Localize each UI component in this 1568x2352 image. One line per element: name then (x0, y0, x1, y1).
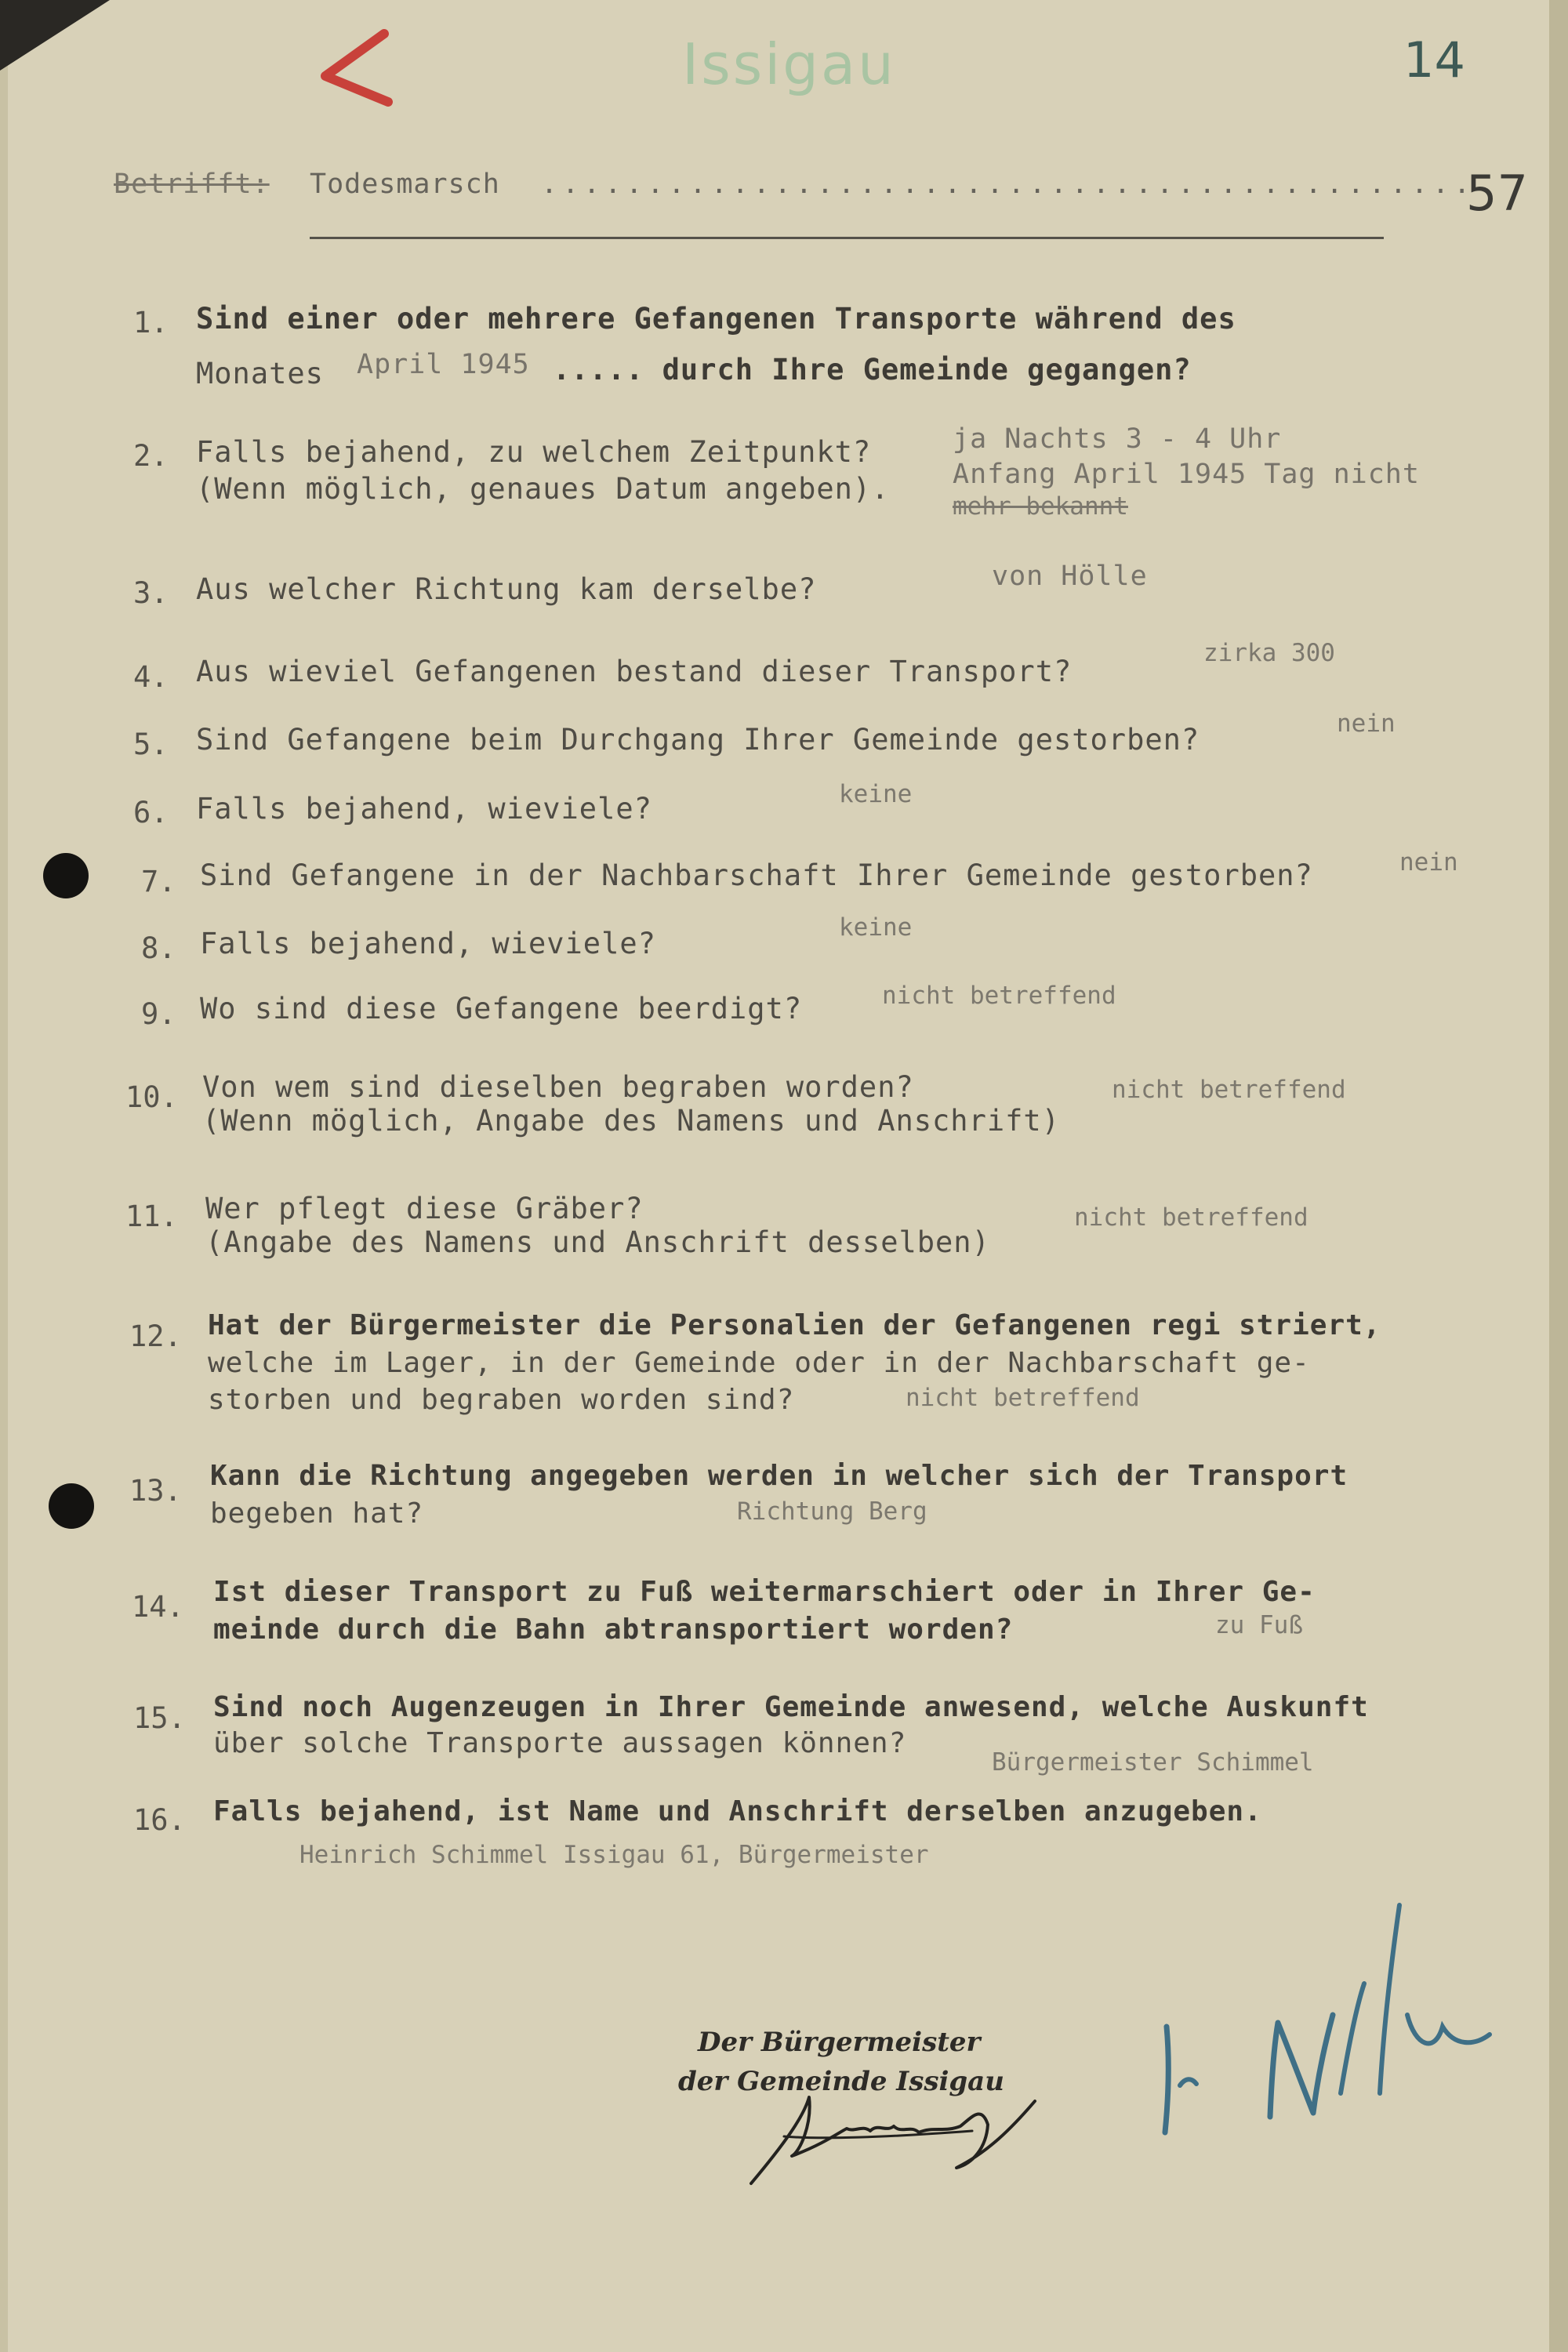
question-2-line-2: (Wenn möglich, genaues Datum angeben). (196, 472, 890, 506)
answer-4: zirka 300 (1203, 639, 1335, 667)
place-pencil-note: Issigau (682, 31, 896, 97)
question-number-10: 10. (125, 1080, 178, 1114)
question-number-8: 8. (141, 931, 176, 965)
question-13-line-2: begeben hat? (210, 1497, 424, 1530)
page-edge-right (1549, 0, 1568, 2352)
answer-11: nicht betreffend (1074, 1203, 1308, 1232)
question-number-11: 11. (125, 1200, 178, 1233)
subject-label: Betrifft: (114, 169, 270, 200)
question-13-line-1: Kann die Richtung angegeben werden in welcher sich der Transport (210, 1460, 1348, 1492)
torn-corner (0, 0, 110, 71)
question-5-text: Sind Gefangene beim Durchgang Ihrer Gemeinde gestorben? (196, 723, 1200, 757)
question-number-6: 6. (133, 796, 169, 829)
punch-hole-lower (49, 1483, 94, 1529)
question-1-line-2: Monates (196, 357, 324, 390)
question-number-7: 7. (141, 865, 176, 898)
page-edge-left (0, 0, 8, 2352)
district-annotation (1145, 1889, 1513, 2148)
answer-1: April 1945 (357, 349, 530, 380)
mayor-signature (737, 2070, 1051, 2195)
question-14-line-1: Ist dieser Transport zu Fuß weitermarschiert oder in Ihrer Ge- (213, 1576, 1316, 1608)
answer-14: zu Fuß (1215, 1611, 1303, 1639)
question-number-4: 4. (133, 660, 169, 694)
answer-6: keine (839, 780, 913, 808)
question-3-text: Aus welcher Richtung kam derselbe? (196, 572, 817, 606)
red-triangle-mark (310, 27, 396, 114)
question-15-line-1: Sind noch Augenzeugen in Ihrer Gemeinde anwesend, welche Auskunft (213, 1691, 1369, 1723)
question-10-line-1: Von wem sind dieselben begraben worden? (202, 1070, 914, 1104)
question-2-line-1: Falls bejahend, zu welchem Zeitpunkt? (196, 435, 872, 469)
answer-3: von Hölle (992, 561, 1148, 592)
question-1-line-2-tail: ..... durch Ihre Gemeinde gegangen? (553, 353, 1192, 387)
question-number-1: 1. (133, 306, 169, 339)
punch-hole-upper (43, 853, 89, 898)
question-12-line-3: storben und begraben worden sind? (208, 1384, 795, 1416)
answer-7: nein (1399, 848, 1458, 877)
answer-15: Bürgermeister Schimmel (992, 1748, 1314, 1777)
answer-2-line-2: Anfang April 1945 Tag nicht (953, 459, 1420, 490)
question-12-line-1: Hat der Bürgermeister die Personalien der Gefangenen regi striert, (208, 1309, 1381, 1341)
answer-5: nein (1337, 710, 1396, 738)
question-number-12: 12. (129, 1319, 182, 1353)
header-rule (310, 237, 1384, 239)
stamp-line-1: Der Bürgermeister (698, 2027, 981, 2058)
question-number-14: 14. (132, 1590, 184, 1624)
question-4-text: Aus wieviel Gefangenen bestand dieser Transport? (196, 655, 1073, 688)
question-11-line-1: Wer pflegt diese Gräber? (205, 1192, 644, 1225)
question-number-2: 2. (133, 439, 169, 473)
answer-10: nicht betreffend (1112, 1076, 1346, 1104)
question-16-text: Falls bejahend, ist Name und Anschrift derselben anzugeben. (213, 1795, 1262, 1828)
question-11-line-2: (Angabe des Namens und Anschrift desselben) (205, 1225, 990, 1259)
answer-16: Heinrich Schimmel Issigau 61, Bürgermeister (299, 1841, 929, 1869)
question-6-text: Falls bejahend, wieviele? (196, 792, 652, 826)
question-15-line-2: über solche Transporte aussagen können? (213, 1727, 907, 1759)
question-number-15: 15. (133, 1701, 186, 1735)
answer-9: nicht betreffend (882, 982, 1116, 1010)
question-9-text: Wo sind diese Gefangene beerdigt? (200, 992, 803, 1025)
corner-number: 14 (1403, 31, 1465, 89)
question-14-line-2: meinde durch die Bahn abtransportiert worden? (213, 1613, 1014, 1646)
answer-8: keine (839, 913, 913, 942)
question-number-3: 3. (133, 576, 169, 610)
page-number: 57 (1466, 165, 1528, 222)
question-8-text: Falls bejahend, wieviele? (200, 927, 656, 960)
question-number-13: 13. (129, 1474, 182, 1508)
subject-dots: ............................................ (541, 169, 1475, 200)
question-12-line-2: welche im Lager, in der Gemeinde oder in der Nachbarschaft ge- (208, 1347, 1310, 1379)
stamp-line-2: der Gemeinde Issigau (678, 2066, 1004, 2097)
question-number-9: 9. (141, 997, 176, 1031)
answer-2-line-1: ja Nachts 3 - 4 Uhr (953, 423, 1282, 455)
answer-12: nicht betreffend (906, 1384, 1140, 1412)
question-number-5: 5. (133, 728, 169, 761)
question-number-16: 16. (133, 1803, 186, 1837)
answer-2-line-3: mehr bekannt (953, 492, 1128, 521)
question-7-text: Sind Gefangene in der Nachbarschaft Ihrer Gemeinde gestorben? (200, 858, 1313, 892)
question-1-line-1: Sind einer oder mehrere Gefangenen Transporte während des (196, 302, 1236, 336)
answer-13: Richtung Berg (737, 1497, 927, 1526)
question-10-line-2: (Wenn möglich, Angabe des Namens und Anschrift) (202, 1104, 1060, 1138)
subject-value: Todesmarsch (310, 169, 500, 200)
